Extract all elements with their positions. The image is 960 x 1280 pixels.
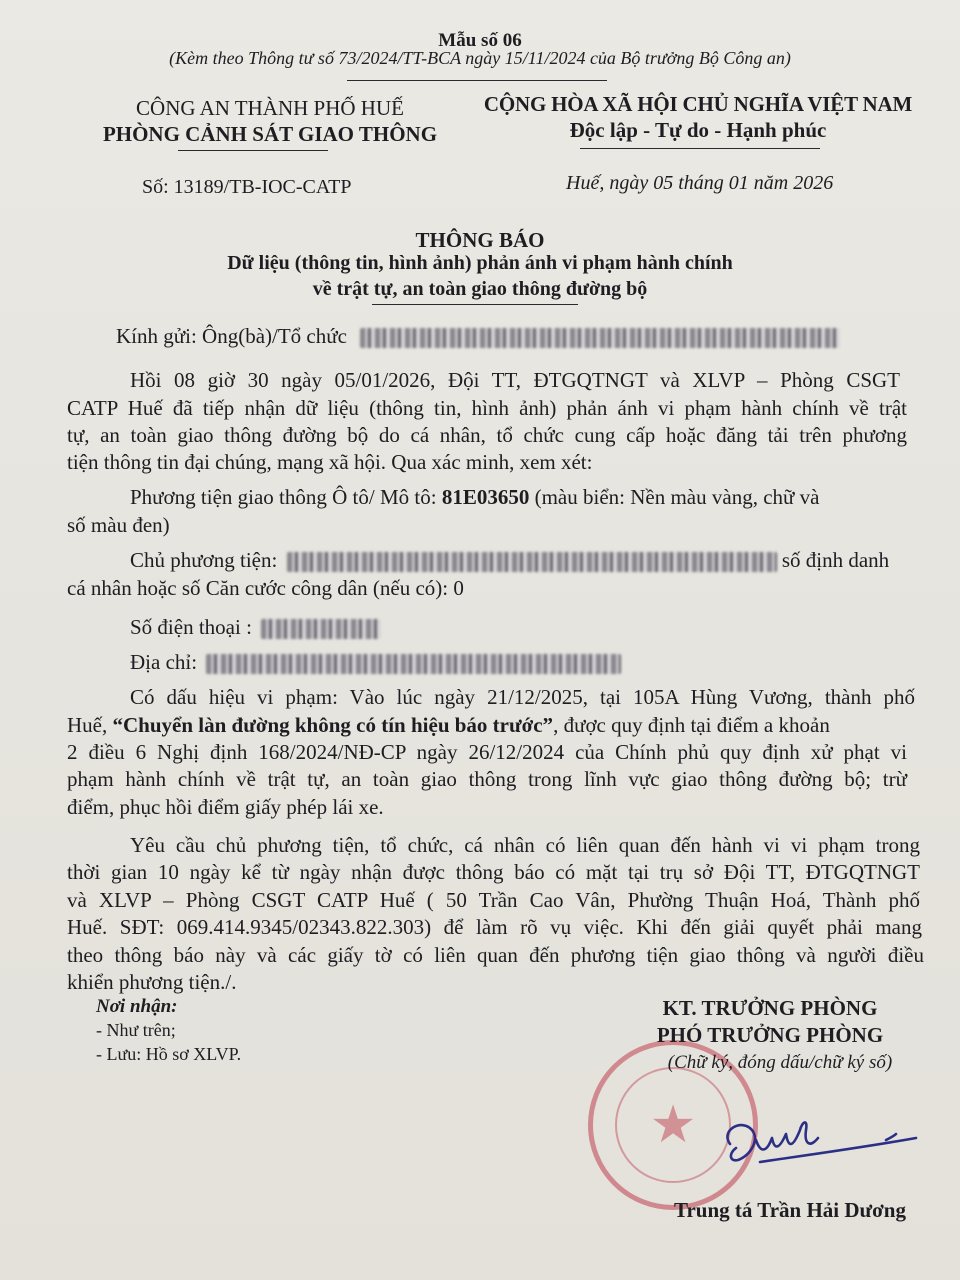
request-line-2: thời gian 10 ngày kể từ ngày nhận được thông báo có mặt tại trụ sở Đội TT, ĐTGQTNGT xyxy=(67,860,920,884)
motto: Độc lập - Tự do - Hạnh phúc xyxy=(569,118,827,142)
owner-line-2: cá nhân hoặc số Căn cước công dân (nếu có): 0 xyxy=(67,576,464,600)
recipient-line xyxy=(116,322,956,350)
address-label: Địa chỉ: xyxy=(130,650,198,674)
redacted-address xyxy=(206,654,621,674)
form-number: Mẫu số 06 xyxy=(438,30,522,51)
paragraph-1-line-4: tiện thông tin đại chúng, mạng xã hội. Qua xác minh, xem xét: xyxy=(67,450,593,474)
redacted-recipient xyxy=(360,328,840,348)
recipients-item-1: - Như trên; xyxy=(96,1020,176,1040)
request-line-6: khiển phương tiện./. xyxy=(67,970,237,994)
recipient-label: Kính gửi: Ông(bà)/Tổ chức xyxy=(116,324,347,348)
document-subtitle-line2: về trật tự, an toàn giao thông đường bộ xyxy=(312,278,648,300)
redacted-owner xyxy=(287,552,777,572)
agency-name: CÔNG AN THÀNH PHỐ HUẾ xyxy=(136,96,404,120)
country-name: CỘNG HÒA XÃ HỘI CHỦ NGHĨA VIỆT NAM xyxy=(483,92,913,116)
violation-line-4: phạm hành chính về trật tự, an toàn giao thông trong lĩnh vực giao thông đường bộ; trừ xyxy=(67,767,907,791)
request-line-3: và XLVP – Phòng CSGT CATP Huế ( 50 Trần Cao Vân, Phường Thuận Hoá, Thành phố xyxy=(67,888,920,912)
divider-top xyxy=(347,80,607,81)
owner-id-label: số định danh xyxy=(781,548,890,572)
violation-description: “Chuyển làn đường không có tín hiệu báo trước” xyxy=(112,713,554,737)
violation-regulation: , được quy định tại điểm a khoản xyxy=(553,713,830,737)
vehicle-label: Phương tiện giao thông Ô tô/ Mô tô: xyxy=(130,485,442,509)
recipients-heading: Nơi nhận: xyxy=(96,996,178,1017)
phone-label: Số điện thoại : xyxy=(130,615,252,639)
document-subtitle-line1: Dữ liệu (thông tin, hình ảnh) phản ánh vi phạm hành chính xyxy=(227,252,733,274)
place-date: Huế, ngày 05 tháng 01 năm 2026 xyxy=(566,172,834,194)
star-icon: ★ xyxy=(649,1095,697,1155)
document-number: Số: 13189/TB-IOC-CATP xyxy=(142,176,352,198)
owner-line xyxy=(130,546,960,574)
form-reference: (Kèm theo Thông tư số 73/2024/TT-BCA ngày 15/11/2024 của Bộ trưởng Bộ Công an) xyxy=(169,48,791,68)
request-line-1: Yêu cầu chủ phương tiện, tổ chức, cá nhân có liên quan đến hành vi vi phạm trong xyxy=(130,833,920,857)
redacted-phone xyxy=(261,619,381,639)
signature-note: (Chữ ký, đóng dấu/chữ ký số) xyxy=(667,1052,893,1073)
paragraph-1-line-2: CATP Huế đã tiếp nhận dữ liệu (thông tin, hình ảnh) phản ánh vi phạm hành chính về trật xyxy=(67,396,907,420)
violation-line-1: Có dấu hiệu vi phạm: Vào lúc ngày 21/12/2025, tại 105A Hùng Vương, thành phố xyxy=(130,685,915,709)
request-line-4: Huế. SĐT: 069.414.9345/02343.822.303) để làm rõ vụ việc. Khi đến giải quyết phải mang xyxy=(67,915,922,939)
violation-line-2 xyxy=(67,711,915,739)
recipients-item-2: - Lưu: Hồ sơ XLVP. xyxy=(96,1044,242,1064)
vehicle-line-2: số màu đen) xyxy=(67,513,170,537)
paragraph-1-line-3: tự, an toàn giao thông đường bộ do cá nhân, tổ chức cung cấp hoặc đăng tải trên phương xyxy=(67,423,907,447)
address-line xyxy=(130,648,960,676)
owner-label: Chủ phương tiện: xyxy=(130,548,278,572)
violation-line-5: điểm, phục hồi điểm giấy phép lái xe. xyxy=(67,795,384,819)
signature-title: KT. TRƯỞNG PHÒNG xyxy=(662,996,878,1020)
request-line-5: theo thông báo này và các giấy tờ có liên quan đến phương tiện giao thông và người điều xyxy=(67,943,924,967)
handwritten-signature xyxy=(690,1100,930,1180)
license-plate: 81E03650 xyxy=(441,485,530,509)
department-name: PHÒNG CẢNH SÁT GIAO THÔNG xyxy=(102,122,438,146)
vehicle-line xyxy=(130,483,960,511)
document-title: THÔNG BÁO xyxy=(415,228,545,252)
paragraph-1-line-1: Hồi 08 giờ 30 ngày 05/01/2026, Đội TT, ĐTGQTNGT và XLVP – Phòng CSGT xyxy=(130,368,900,392)
signer-name: Trung tá Trần Hải Dương xyxy=(674,1198,906,1222)
divider-right xyxy=(580,148,820,149)
violation-line-3: 2 điều 6 Nghị định 168/2024/NĐ-CP ngày 26/12/2024 của Chính phủ quy định xử phạt vi xyxy=(67,740,907,764)
violation-location-end: Huế, xyxy=(67,713,113,737)
phone-line xyxy=(130,613,960,641)
divider-left xyxy=(178,150,328,151)
signature-position: PHÓ TRƯỞNG PHÒNG xyxy=(656,1023,884,1047)
divider-title xyxy=(372,304,578,305)
vehicle-plate-color: (màu biển: Nền màu vàng, chữ và xyxy=(529,485,820,509)
